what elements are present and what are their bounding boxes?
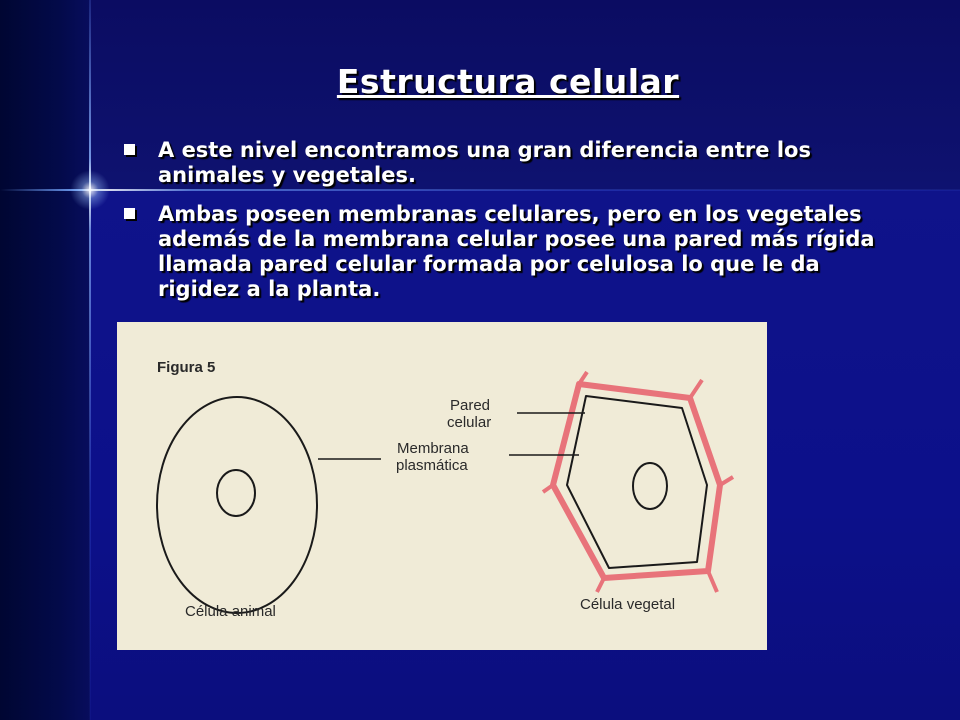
bullet-text: A este nivel encontramos una gran diferencia entre los animales y vegetales. [158,138,811,187]
plant-cell-wall-stub [708,571,717,592]
square-bullet-icon [124,144,135,155]
plant-cell-wall-stub [720,477,733,485]
slide-title: Estructura celular [336,62,680,101]
plant-cell-wall-stub [690,380,702,398]
square-bullet-icon [124,208,135,219]
plant-cell-membrane [567,396,707,568]
label-animal-cell: Célula animal [185,603,276,620]
animal-cell-nucleus [217,470,255,516]
label-pared-line1: Pared [450,397,491,414]
plant-cell-wall-stub [597,578,604,592]
label-pared-line2: celular [447,414,492,431]
cell-diagram [117,322,767,650]
cell-structure-figure [117,322,767,650]
bullet-item [118,138,908,188]
label-membrana-line1: Membrana [397,440,469,457]
bullet-item [118,202,908,302]
figure-caption: Figura 5 [157,359,216,376]
lens-flare-vertical [89,0,91,720]
label-membrana-line2: plasmática [396,457,468,474]
label-plant-cell: Célula vegetal [580,596,676,613]
bullet-text: Ambas poseen membranas celulares, pero en los vegetales además de la membrana celular posee una pared más rígida llamada pared celular formada por celulosa lo que le da rigidez a la planta. [158,202,875,301]
lens-flare-glow [70,170,110,210]
bullet-list [118,138,908,316]
animal-cell-membrane [157,397,317,613]
plant-cell-nucleus [633,463,667,509]
